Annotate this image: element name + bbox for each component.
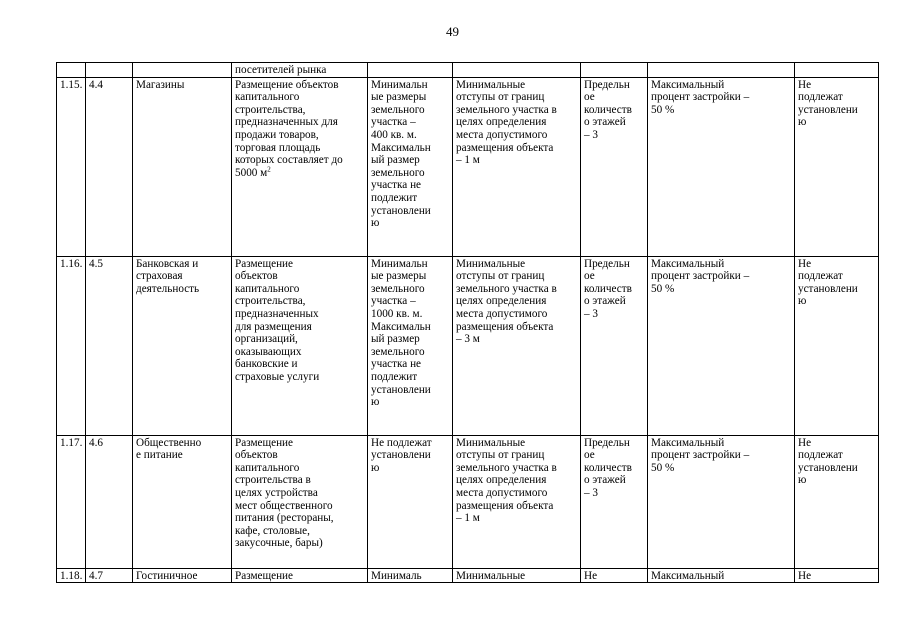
cell-line: о этажей (584, 474, 626, 487)
cell-line: ые размеры (371, 91, 427, 104)
cell-line: размещения объекта (456, 499, 554, 512)
cell-floors (581, 77, 648, 256)
cell-line: о этажей (584, 116, 626, 129)
cell-line: целях определения (456, 116, 547, 129)
table-row (57, 77, 879, 256)
table-row (57, 256, 879, 435)
cell-line: Не (798, 257, 812, 270)
cell-line: – 1 м (456, 512, 480, 525)
cell-coverage (648, 63, 795, 78)
cell-line: подлежат (798, 449, 843, 462)
cell-line: целях устройства (235, 486, 318, 499)
table-row (57, 63, 879, 78)
cell-num (57, 435, 86, 568)
cell-line: земельного участка в (456, 103, 557, 116)
table-row (57, 435, 879, 568)
cell-line: капитального (235, 282, 300, 295)
cell-line: страховые услуги (235, 370, 320, 383)
cell-type (133, 256, 232, 435)
cell-line: Минималь (371, 569, 422, 582)
cell-line: Не (798, 569, 812, 582)
cell-line: ые размеры (371, 270, 427, 283)
cell-line: количеств (584, 282, 632, 295)
cell-line: 50 % (651, 461, 675, 474)
cell-line: мест общественного (235, 499, 333, 512)
cell-line: процент застройки – (651, 270, 750, 283)
cell-line: Максимальный (651, 257, 725, 270)
cell-desc (232, 435, 368, 568)
cell-line: Не подлежат (371, 436, 432, 449)
cell-coverage (648, 77, 795, 256)
cell-line: – 3 (584, 307, 598, 320)
cell-line: 4.7 (89, 569, 103, 582)
cell-line: ю (371, 396, 380, 409)
cell-line: ое (584, 91, 595, 104)
cell-type (133, 568, 232, 583)
cell-line: деятельность (136, 282, 200, 295)
cell-line: Общественно (136, 436, 202, 449)
cell-other (795, 63, 879, 78)
cell-area (368, 77, 453, 256)
cell-line: Не (798, 436, 812, 449)
cell-line: строительства в (235, 474, 311, 487)
cell-line: количеств (584, 461, 632, 474)
cell-other (795, 568, 879, 583)
cell-line: объектов (235, 270, 278, 283)
cell-line: Не (798, 78, 812, 91)
cell-line: кафе, столовые, (235, 524, 310, 537)
cell-line: Предельн (584, 436, 630, 449)
cell-area (368, 256, 453, 435)
cell-line: Размещение (235, 569, 294, 582)
cell-line: 50 % (651, 103, 675, 116)
cell-line: земельного (371, 282, 425, 295)
cell-coverage (648, 256, 795, 435)
cell-area (368, 435, 453, 568)
cell-line: Гостиничное (136, 569, 198, 582)
cell-line: подлежит (371, 191, 418, 204)
cell-line: страховая (136, 270, 183, 283)
cell-line: ю (371, 461, 380, 474)
cell-line: Максимальный (651, 78, 725, 91)
cell-line: установлени (798, 103, 858, 116)
cell-desc (232, 77, 368, 256)
cell-line: размещения объекта (456, 141, 554, 154)
cell-line: подлежат (798, 91, 843, 104)
cell-type (133, 77, 232, 256)
cell-line: Минимальн (371, 78, 428, 91)
cell-type (133, 435, 232, 568)
cell-line: земельного участка в (456, 282, 557, 295)
cell-line: Максимальный (651, 436, 725, 449)
cell-line: установлени (371, 204, 431, 217)
cell-line: Минимальные (456, 569, 526, 582)
cell-line: ю (798, 295, 807, 308)
cell-setback (453, 77, 581, 256)
cell-coverage (648, 568, 795, 583)
cell-line: – 3 м (456, 333, 480, 346)
table-row (57, 568, 879, 583)
cell-line: отступы от границ (456, 270, 545, 283)
cell-line: Банковская и (136, 257, 199, 270)
cell-line: процент застройки – (651, 449, 750, 462)
cell-line: банковские и (235, 358, 298, 371)
cell-line: установлени (798, 461, 858, 474)
cell-desc (232, 63, 368, 78)
cell-line: Максимальн (371, 320, 431, 333)
cell-line: 4.5 (89, 257, 103, 270)
cell-line: ый размер (371, 154, 420, 167)
cell-line: – 3 (584, 486, 598, 499)
cell-coverage (648, 435, 795, 568)
cell-line: земельного участка в (456, 461, 557, 474)
cell-num (57, 568, 86, 583)
cell-line: земельного (371, 166, 425, 179)
cell-code (86, 77, 133, 256)
cell-line: о этажей (584, 295, 626, 308)
cell-code (86, 256, 133, 435)
cell-line: Минимальные (456, 78, 526, 91)
cell-line: целях определения (456, 474, 547, 487)
cell-line: предназначенных для (235, 116, 338, 129)
cell-line: установлени (798, 282, 858, 295)
cell-num (57, 256, 86, 435)
cell-line: ю (371, 217, 380, 230)
cell-line: 1000 кв. м. (371, 307, 423, 320)
cell-line: 1.17. (60, 436, 83, 449)
cell-other (795, 77, 879, 256)
cell-floors (581, 568, 648, 583)
cell-line: отступы от границ (456, 449, 545, 462)
cell-line: участка – (371, 116, 416, 129)
cell-line: Размещение (235, 436, 294, 449)
cell-line: капитального (235, 91, 300, 104)
cell-setback (453, 256, 581, 435)
cell-code (86, 568, 133, 583)
cell-line: Максимальн (371, 141, 431, 154)
cell-setback (453, 435, 581, 568)
cell-line: – 3 (584, 128, 598, 141)
cell-setback (453, 63, 581, 78)
cell-line: ю (798, 116, 807, 129)
cell-line: Размещение объектов (235, 78, 339, 91)
cell-line: процент застройки – (651, 91, 750, 104)
cell-line: ый размер (371, 333, 420, 346)
cell-area (368, 568, 453, 583)
cell-line: отступы от границ (456, 91, 545, 104)
superscript: 2 (267, 165, 271, 174)
cell-line: места допустимого (456, 128, 548, 141)
cell-line: посетителей рынка (235, 64, 327, 76)
cell-line: Минимальн (371, 257, 428, 270)
cell-line: ое (584, 449, 595, 462)
cell-line: объектов (235, 449, 278, 462)
table-body (57, 63, 879, 583)
cell-setback (453, 568, 581, 583)
cell-line: Минимальные (456, 436, 526, 449)
cell-line: 50 % (651, 282, 675, 295)
cell-type (133, 63, 232, 78)
cell-line: торговая площадь (235, 141, 321, 154)
cell-desc (232, 256, 368, 435)
cell-line: установлени (371, 383, 431, 396)
cell-line: закусочные, бары) (235, 537, 323, 550)
cell-area (368, 63, 453, 78)
cell-num (57, 63, 86, 78)
cell-line: ю (798, 474, 807, 487)
cell-line: Магазины (136, 78, 185, 91)
cell-line: участка не (371, 358, 422, 371)
cell-line: – 1 м (456, 154, 480, 167)
cell-line: количеств (584, 103, 632, 116)
cell-floors (581, 63, 648, 78)
cell-line-with-superscript (235, 167, 364, 180)
cell-line: 1.18. (60, 569, 83, 582)
cell-line: которых составляет до (235, 154, 343, 167)
cell-line: организаций, (235, 333, 298, 346)
cell-line: Размещение (235, 257, 294, 270)
cell-line: капитального (235, 461, 300, 474)
cell-line: предназначенных (235, 307, 319, 320)
cell-floors (581, 256, 648, 435)
cell-line: земельного (371, 345, 425, 358)
cell-line: оказывающих (235, 345, 302, 358)
cell-line: участка не (371, 179, 422, 192)
cell-line: Предельн (584, 257, 630, 270)
cell-line: 4.6 (89, 436, 103, 449)
page-number: 49 (446, 24, 459, 39)
cell-code (86, 435, 133, 568)
cell-line: питания (рестораны, (235, 512, 334, 525)
cell-line: 4.4 (89, 78, 103, 91)
cell-line: подлежат (798, 270, 843, 283)
cell-other (795, 256, 879, 435)
cell-num (57, 77, 86, 256)
cell-code (86, 63, 133, 78)
cell-line: места допустимого (456, 486, 548, 499)
cell-other (795, 435, 879, 568)
cell-line: строительства, (235, 103, 306, 116)
cell-line: установлени (371, 449, 431, 462)
cell-line: для размещения (235, 320, 312, 333)
area-value: 5000 м (235, 166, 268, 179)
cell-line: подлежит (371, 370, 418, 383)
cell-line: Минимальные (456, 257, 526, 270)
cell-line: целях определения (456, 295, 547, 308)
cell-line: ое (584, 270, 595, 283)
cell-line: места допустимого (456, 307, 548, 320)
cell-line: 1.16. (60, 257, 83, 270)
regulations-table (56, 62, 879, 583)
cell-line: Максимальный (651, 569, 725, 582)
cell-desc (232, 568, 368, 583)
cell-line: земельного (371, 103, 425, 116)
cell-floors (581, 435, 648, 568)
cell-line: строительства, (235, 295, 306, 308)
cell-line: Предельн (584, 78, 630, 91)
cell-line: 1.15. (60, 78, 83, 91)
cell-line: Не (584, 569, 598, 582)
cell-line: продажи товаров, (235, 128, 319, 141)
cell-line: участка – (371, 295, 416, 308)
cell-line: размещения объекта (456, 320, 554, 333)
cell-line: 400 кв. м. (371, 128, 417, 141)
cell-line: е питание (136, 449, 183, 462)
